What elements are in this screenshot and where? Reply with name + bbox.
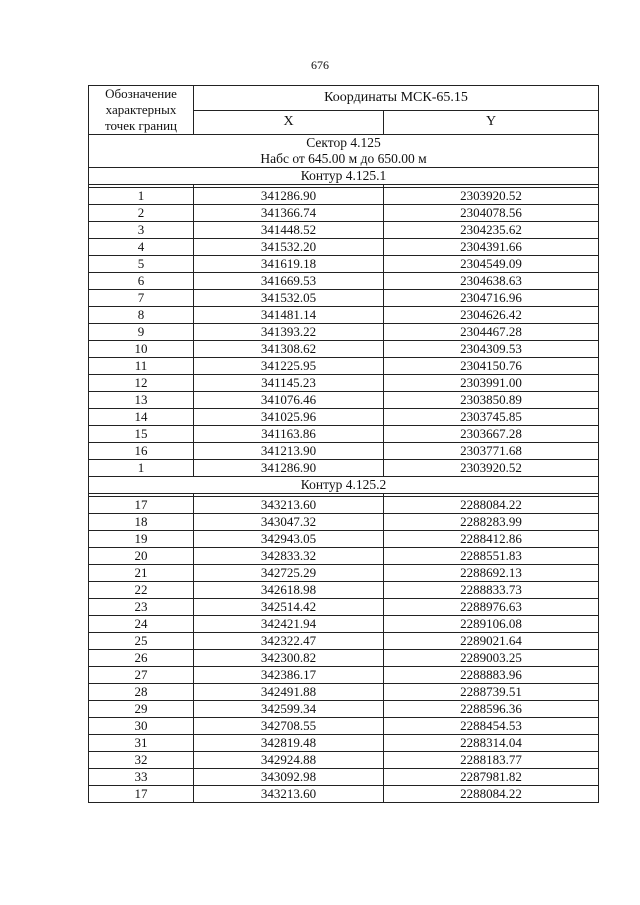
x-value-cell: 343213.60 bbox=[194, 497, 384, 514]
x-value-cell: 341286.90 bbox=[194, 188, 384, 205]
table-row bbox=[89, 633, 599, 650]
point-number-cell: 16 bbox=[89, 443, 194, 460]
y-value-cell: 2288314.04 bbox=[384, 735, 599, 752]
y-value-cell: 2303771.68 bbox=[384, 443, 599, 460]
y-value-cell: 2304391.66 bbox=[384, 239, 599, 256]
table-row bbox=[89, 565, 599, 582]
point-number-cell: 21 bbox=[89, 565, 194, 582]
table-row bbox=[89, 239, 599, 256]
coordinates-table bbox=[88, 85, 599, 803]
table-row bbox=[89, 684, 599, 701]
x-value-cell: 342491.88 bbox=[194, 684, 384, 701]
x-value-cell: 341532.20 bbox=[194, 239, 384, 256]
point-number-cell: 33 bbox=[89, 769, 194, 786]
table-row bbox=[89, 222, 599, 239]
header-row bbox=[89, 86, 599, 111]
table-row bbox=[89, 392, 599, 409]
table-row bbox=[89, 735, 599, 752]
point-number-cell: 9 bbox=[89, 324, 194, 341]
point-number-cell: 32 bbox=[89, 752, 194, 769]
table-row bbox=[89, 514, 599, 531]
point-number-cell: 13 bbox=[89, 392, 194, 409]
point-number-cell: 17 bbox=[89, 786, 194, 803]
table-row bbox=[89, 548, 599, 565]
y-value-cell: 2303850.89 bbox=[384, 392, 599, 409]
table-row bbox=[89, 497, 599, 514]
x-value-cell: 342618.98 bbox=[194, 582, 384, 599]
point-number-cell: 1 bbox=[89, 188, 194, 205]
y-value-cell: 2288596.36 bbox=[384, 701, 599, 718]
point-number-cell: 24 bbox=[89, 616, 194, 633]
x-value-cell: 341286.90 bbox=[194, 460, 384, 477]
sector-cell bbox=[89, 135, 599, 168]
x-value-cell: 341213.90 bbox=[194, 443, 384, 460]
table-row bbox=[89, 443, 599, 460]
y-value-cell: 2288283.99 bbox=[384, 514, 599, 531]
point-number-cell: 23 bbox=[89, 599, 194, 616]
y-value-cell: 2303920.52 bbox=[384, 460, 599, 477]
table-row bbox=[89, 205, 599, 222]
x-value-cell: 341163.86 bbox=[194, 426, 384, 443]
point-number-cell: 18 bbox=[89, 514, 194, 531]
contour-title: Контур 4.125.1 bbox=[89, 168, 599, 185]
y-value-cell: 2288183.77 bbox=[384, 752, 599, 769]
table-row bbox=[89, 375, 599, 392]
table-row bbox=[89, 256, 599, 273]
y-value-cell: 2288692.13 bbox=[384, 565, 599, 582]
point-number-cell: 7 bbox=[89, 290, 194, 307]
x-value-cell: 342819.48 bbox=[194, 735, 384, 752]
y-value-cell: 2287981.82 bbox=[384, 769, 599, 786]
x-value-cell: 342924.88 bbox=[194, 752, 384, 769]
x-value-cell: 342322.47 bbox=[194, 633, 384, 650]
x-value-cell: 342421.94 bbox=[194, 616, 384, 633]
y-value-cell: 2304716.96 bbox=[384, 290, 599, 307]
x-value-cell: 342943.05 bbox=[194, 531, 384, 548]
y-value-cell: 2288883.96 bbox=[384, 667, 599, 684]
point-number-cell: 8 bbox=[89, 307, 194, 324]
table-row bbox=[89, 701, 599, 718]
x-value-cell: 342300.82 bbox=[194, 650, 384, 667]
point-number-cell: 29 bbox=[89, 701, 194, 718]
y-value-cell: 2288084.22 bbox=[384, 786, 599, 803]
point-number-cell: 22 bbox=[89, 582, 194, 599]
x-value-cell: 341532.05 bbox=[194, 290, 384, 307]
x-value-cell: 342599.34 bbox=[194, 701, 384, 718]
y-value-cell: 2288739.51 bbox=[384, 684, 599, 701]
table-row bbox=[89, 616, 599, 633]
point-number-cell: 1 bbox=[89, 460, 194, 477]
table-row bbox=[89, 667, 599, 684]
x-value-cell: 342708.55 bbox=[194, 718, 384, 735]
x-value-cell: 342514.42 bbox=[194, 599, 384, 616]
x-value-cell: 341393.22 bbox=[194, 324, 384, 341]
y-value-cell: 2304467.28 bbox=[384, 324, 599, 341]
table-row bbox=[89, 341, 599, 358]
x-value-cell: 341076.46 bbox=[194, 392, 384, 409]
table-row bbox=[89, 358, 599, 375]
x-axis-header: X bbox=[194, 110, 384, 135]
table-row bbox=[89, 324, 599, 341]
x-value-cell: 343213.60 bbox=[194, 786, 384, 803]
y-value-cell: 2303745.85 bbox=[384, 409, 599, 426]
table-row bbox=[89, 460, 599, 477]
point-label-header: Обозначение характерных точек границ bbox=[89, 86, 194, 135]
point-number-cell: 11 bbox=[89, 358, 194, 375]
x-value-cell: 343092.98 bbox=[194, 769, 384, 786]
contour-header-row bbox=[89, 477, 599, 494]
y-value-cell: 2288833.73 bbox=[384, 582, 599, 599]
point-number-cell: 3 bbox=[89, 222, 194, 239]
point-number-cell: 6 bbox=[89, 273, 194, 290]
x-value-cell: 343047.32 bbox=[194, 514, 384, 531]
point-number-cell: 12 bbox=[89, 375, 194, 392]
point-number-cell: 31 bbox=[89, 735, 194, 752]
x-value-cell: 341308.62 bbox=[194, 341, 384, 358]
y-value-cell: 2303920.52 bbox=[384, 188, 599, 205]
table-row bbox=[89, 769, 599, 786]
table-row bbox=[89, 582, 599, 599]
table-row bbox=[89, 650, 599, 667]
x-value-cell: 341366.74 bbox=[194, 205, 384, 222]
x-value-cell: 341481.14 bbox=[194, 307, 384, 324]
point-number-cell: 27 bbox=[89, 667, 194, 684]
table-row bbox=[89, 599, 599, 616]
y-value-cell: 2304150.76 bbox=[384, 358, 599, 375]
y-value-cell: 2288412.86 bbox=[384, 531, 599, 548]
y-value-cell: 2288551.83 bbox=[384, 548, 599, 565]
x-value-cell: 341145.23 bbox=[194, 375, 384, 392]
point-number-cell: 17 bbox=[89, 497, 194, 514]
y-value-cell: 2289106.08 bbox=[384, 616, 599, 633]
y-value-cell: 2303667.28 bbox=[384, 426, 599, 443]
x-value-cell: 341025.96 bbox=[194, 409, 384, 426]
contour-title: Контур 4.125.2 bbox=[89, 477, 599, 494]
point-number-cell: 2 bbox=[89, 205, 194, 222]
point-number-cell: 30 bbox=[89, 718, 194, 735]
sector-row bbox=[89, 135, 599, 168]
table-row bbox=[89, 531, 599, 548]
y-axis-header: Y bbox=[384, 110, 599, 135]
point-number-cell: 19 bbox=[89, 531, 194, 548]
table-row bbox=[89, 752, 599, 769]
table-row bbox=[89, 426, 599, 443]
sector-height-range: Набс от 645.00 м до 650.00 м bbox=[260, 151, 427, 166]
table-row bbox=[89, 290, 599, 307]
point-number-cell: 10 bbox=[89, 341, 194, 358]
point-number-cell: 25 bbox=[89, 633, 194, 650]
y-value-cell: 2304078.56 bbox=[384, 205, 599, 222]
y-value-cell: 2304309.53 bbox=[384, 341, 599, 358]
x-value-cell: 342386.17 bbox=[194, 667, 384, 684]
y-value-cell: 2304638.63 bbox=[384, 273, 599, 290]
point-number-cell: 28 bbox=[89, 684, 194, 701]
y-value-cell: 2304549.09 bbox=[384, 256, 599, 273]
y-value-cell: 2303991.00 bbox=[384, 375, 599, 392]
table-row bbox=[89, 718, 599, 735]
point-number-cell: 26 bbox=[89, 650, 194, 667]
table-row bbox=[89, 273, 599, 290]
table-row bbox=[89, 409, 599, 426]
y-value-cell: 2288976.63 bbox=[384, 599, 599, 616]
y-value-cell: 2288084.22 bbox=[384, 497, 599, 514]
x-value-cell: 341669.53 bbox=[194, 273, 384, 290]
y-value-cell: 2289003.25 bbox=[384, 650, 599, 667]
point-number-cell: 15 bbox=[89, 426, 194, 443]
coordinates-header: Координаты МСК-65.15 bbox=[194, 86, 599, 111]
table-row bbox=[89, 307, 599, 324]
point-number-cell: 20 bbox=[89, 548, 194, 565]
x-value-cell: 341448.52 bbox=[194, 222, 384, 239]
y-value-cell: 2288454.53 bbox=[384, 718, 599, 735]
point-number-cell: 14 bbox=[89, 409, 194, 426]
y-value-cell: 2304626.42 bbox=[384, 307, 599, 324]
x-value-cell: 341619.18 bbox=[194, 256, 384, 273]
point-number-cell: 4 bbox=[89, 239, 194, 256]
x-value-cell: 342833.32 bbox=[194, 548, 384, 565]
table-row bbox=[89, 188, 599, 205]
y-value-cell: 2289021.64 bbox=[384, 633, 599, 650]
contour-header-row bbox=[89, 168, 599, 185]
table-row bbox=[89, 786, 599, 803]
sector-title: Сектор 4.125 bbox=[306, 135, 381, 150]
point-number-cell: 5 bbox=[89, 256, 194, 273]
x-value-cell: 341225.95 bbox=[194, 358, 384, 375]
x-value-cell: 342725.29 bbox=[194, 565, 384, 582]
y-value-cell: 2304235.62 bbox=[384, 222, 599, 239]
page-number: 676 bbox=[311, 58, 329, 72]
